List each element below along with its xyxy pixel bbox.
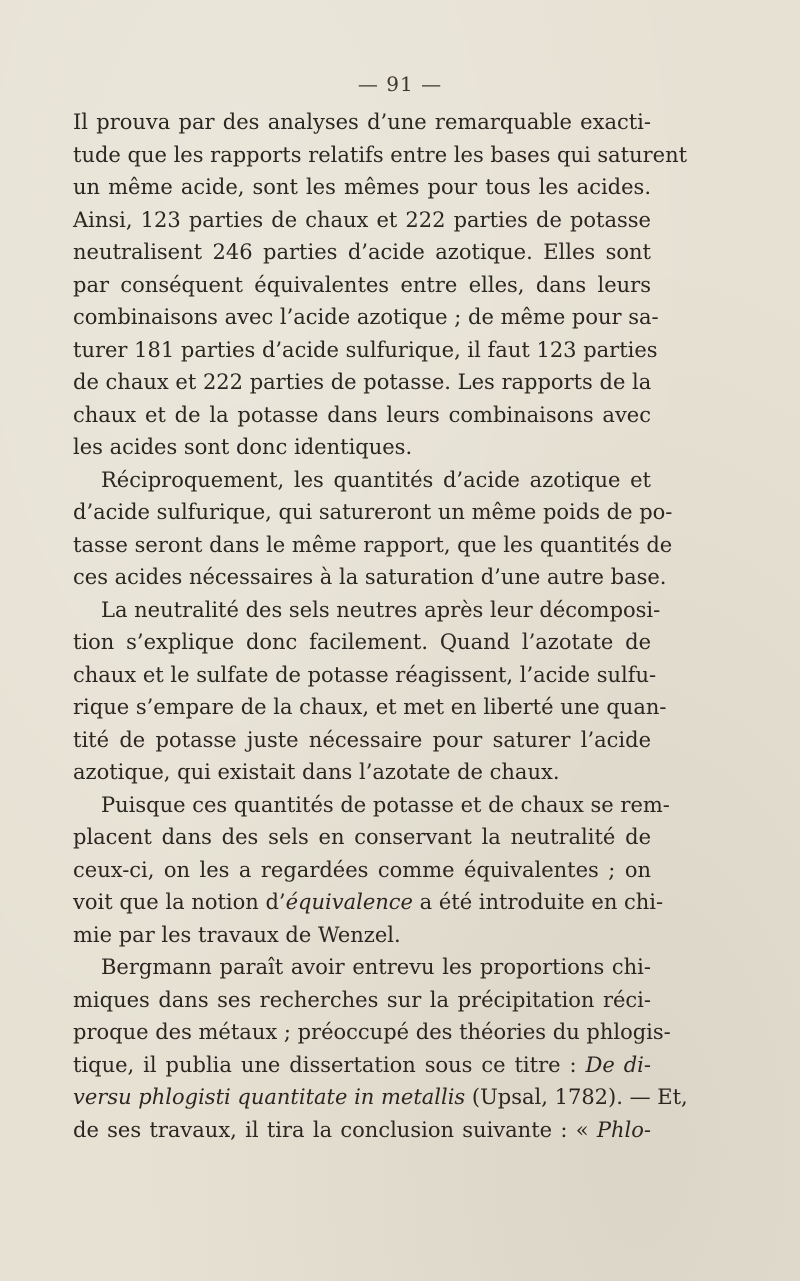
- text-line: [73, 529, 673, 562]
- text-segment: Il prouva par des analyses d’une remarquable exacti-: [73, 110, 651, 134]
- text-segment: tasse seront dans le même rapport, que les quantités de: [73, 532, 673, 557]
- text-segment: (Upsal, 1782). — Et,: [465, 1085, 688, 1109]
- italic-text: Phlo-: [596, 1117, 651, 1142]
- text-segment: azotique, qui existait dans l’azotate de chaux.: [73, 760, 560, 784]
- text-line: [73, 334, 658, 367]
- text-line: [73, 594, 661, 627]
- text-line: [73, 756, 651, 789]
- text-segment: a été introduite en chi-: [412, 890, 664, 914]
- text-segment: Réciproquement, les quantités d’acide azotique et: [101, 467, 651, 492]
- text-segment: de chaux et 222 parties de potasse. Les rapports de la: [73, 370, 652, 394]
- text-line: [73, 301, 659, 334]
- page-number: — 91 —: [357, 72, 443, 96]
- text-line: [73, 399, 651, 432]
- italic-text: versu phlogisti quantitate in metallis: [73, 1085, 466, 1109]
- text-line: [73, 984, 651, 1017]
- text-line: [73, 821, 651, 854]
- text-line: [73, 1114, 651, 1147]
- text-line: [73, 919, 651, 952]
- text-segment: un même acide, sont les mêmes pour tous les acides.: [73, 175, 651, 199]
- text-line: [73, 561, 667, 594]
- text-line: [73, 464, 651, 497]
- text-segment: de ses travaux, il tira la conclusion suivante : «: [73, 1117, 597, 1142]
- text-line: [73, 886, 664, 919]
- text-line: [73, 691, 667, 724]
- text-segment: turer 181 parties d’acide sulfurique, il faut 123 parties: [73, 337, 658, 362]
- text-line: [73, 626, 651, 659]
- text-line: [73, 139, 688, 172]
- text-segment: ces acides nécessaires à la saturation d’une autre base.: [73, 565, 667, 589]
- text-line: [73, 106, 651, 139]
- text-line: [73, 431, 651, 464]
- text-segment: Puisque ces quantités de potasse et de chaux se rem-: [101, 792, 670, 817]
- text-segment: chaux et le sulfate de potasse réagissent, l’acide sulfu-: [73, 662, 657, 687]
- text-segment: Ainsi, 123 parties de chaux et 222 parties de potasse: [73, 207, 651, 232]
- text-segment: chaux et de la potasse dans leurs combinaisons avec: [73, 402, 651, 427]
- text-segment: La neutralité des sels neutres après leur décomposi-: [101, 597, 661, 622]
- text-segment: par conséquent équivalentes entre elles, dans leurs: [73, 272, 651, 297]
- italic-text: De di-: [585, 1052, 651, 1077]
- text-line: [73, 236, 651, 269]
- text-segment: d’acide sulfurique, qui satureront un même poids de po-: [73, 500, 673, 524]
- text-line: [73, 724, 651, 757]
- text-line: [73, 496, 673, 529]
- text-line: [73, 854, 651, 887]
- body-text: [73, 106, 688, 1146]
- text-line: [73, 1049, 651, 1082]
- text-line: [73, 1081, 688, 1114]
- text-segment: rique s’empare de la chaux, et met en liberté une quan-: [73, 695, 667, 719]
- text-line: [73, 789, 670, 822]
- text-line: [73, 171, 651, 204]
- text-segment: mie par les travaux de Wenzel.: [73, 922, 401, 947]
- text-segment: Bergmann paraît avoir entrevu les proportions chi-: [101, 955, 651, 979]
- text-line: [73, 269, 651, 302]
- text-segment: neutralisent 246 parties d’acide azotique. Elles sont: [73, 240, 651, 264]
- text-segment: miques dans ses recherches sur la précipitation réci-: [73, 987, 651, 1012]
- text-segment: tique, il publia une dissertation sous ce titre :: [73, 1052, 586, 1077]
- text-segment: voit que la notion d’: [73, 890, 286, 914]
- text-segment: tude que les rapports relatifs entre les bases qui saturent: [73, 142, 688, 167]
- text-segment: ceux-ci, on les a regardées comme équivalentes ; on: [73, 857, 651, 882]
- text-line: [73, 951, 651, 984]
- text-segment: proque des métaux ; préoccupé des théories du phlogis-: [73, 1020, 671, 1044]
- text-line: [73, 1016, 671, 1049]
- text-segment: placent dans des sels en conservant la neutralité de: [73, 825, 651, 849]
- text-segment: combinaisons avec l’acide azotique ; de même pour sa-: [73, 305, 659, 329]
- italic-text: équivalence: [285, 890, 413, 914]
- text-segment: les acides sont donc identiques.: [73, 435, 413, 459]
- text-line: [73, 366, 651, 399]
- text-line: [73, 204, 651, 237]
- text-segment: tité de potasse juste nécessaire pour saturer l’acide: [73, 727, 651, 752]
- text-segment: tion s’explique donc facilement. Quand l’azotate de: [73, 630, 651, 654]
- text-line: [73, 659, 657, 692]
